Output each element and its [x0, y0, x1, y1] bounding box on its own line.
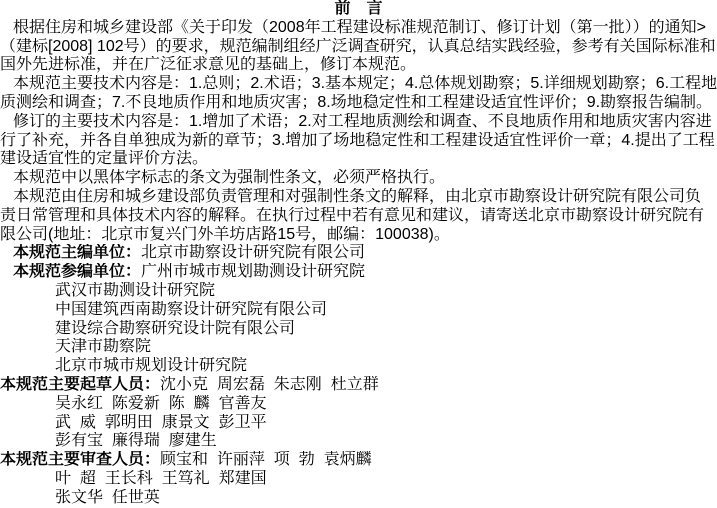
line-text: 限公司(地址：北京市复兴门外羊坊店路15号，邮编：100038)。: [0, 225, 450, 243]
text-line: [0, 56, 717, 75]
line-text: 本规范主要技术内容是：1.总则；2.术语；3.基本规定；4.总体规划勘察；5.详细规划勘察；6.工程地: [13, 75, 717, 93]
line-label: 本规范主编单位：: [13, 244, 142, 262]
text-line: [0, 19, 717, 38]
text-line: [0, 38, 717, 57]
co-editor-entry: [0, 338, 717, 357]
line-text: 吴永红 陈爱新 陈 麟 官善友: [55, 394, 267, 412]
text-line: [0, 113, 717, 132]
line-text: 建设适宜性的定量评价方法。: [0, 150, 209, 168]
line-text: 本规范由住房和城乡建设部负责管理和对强制性条文的解释，由北京市勘察设计研究院有限公司负: [13, 187, 702, 205]
reviewers-line: [0, 451, 717, 470]
co-editor-entry: [0, 320, 717, 339]
drafters-entry: [0, 414, 717, 433]
line-text: 张文华 任世英: [55, 488, 160, 506]
line-text: 修订的主要技术内容是：1.增加了术语；2.对工程地质测绘和调查、不良地质作用和地质灾害内容进: [13, 112, 712, 130]
drafters-entry: [0, 432, 717, 451]
line-text: 行了补充，并各自单独成为新的章节；3.增加了场地稳定性和工程建设适宜性评价一章；4.提出了工程: [0, 131, 715, 149]
line-text: 根据住房和城乡建设部《关于印发（2008年工程建设标准规范制订、修订计划（第一批））的通知>: [13, 18, 706, 36]
reviewers-entry: [0, 470, 717, 489]
line-text: 沈小克 周宏磊 朱志刚 杜立群: [160, 375, 379, 393]
drafters-entry: [0, 395, 717, 414]
line-label: 本规范参编单位：: [13, 263, 142, 281]
co-editor-entry: [0, 282, 717, 301]
drafters-line: [0, 376, 717, 395]
line-text: 广州市城市规划勘测设计研究院: [141, 263, 366, 281]
line-text: 国外先进标准，并在广泛征求意见的基础上，修订本规范。: [0, 56, 417, 74]
line-text: 质测绘和调查；7.不良地质作用和地质灾害；8.场地稳定性和工程建设适宜性评价；9.勘察报告编制。: [0, 93, 713, 111]
line-text: 中国建筑西南勘察设计研究院有限公司: [55, 300, 328, 318]
line-text: 本规范中以黑体字标志的条文为强制性条文，必须严格执行。: [13, 169, 446, 187]
line-text: 顾宝和 许丽萍 项 勃 袁炳麟: [160, 451, 372, 469]
line-text: 北京市勘察设计研究院有限公司: [141, 244, 366, 262]
text-line: [0, 169, 717, 188]
line-label: 本规范主要起草人员：: [0, 375, 161, 393]
text-line: [0, 150, 717, 169]
co-editor-entry: [0, 301, 717, 320]
reviewers-entry: [0, 489, 717, 508]
text-line: [0, 226, 717, 245]
text-line: [0, 94, 717, 113]
line-text: 责日常管理和具体技术内容的解释。在执行过程中若有意见和建议，请寄送北京市勘察设计研究院有: [0, 206, 705, 224]
line-text: 武 威 郭明田 康景文 彭卫平: [55, 413, 267, 431]
chief-editor-line: [0, 244, 717, 263]
co-editor-entry: [0, 357, 717, 376]
line-text: （建标[2008] 102号）的要求，规范编制组经广泛调查研究，认真总结实践经验，参考有关国际标准和: [0, 37, 716, 55]
page-title: 前 言: [334, 0, 383, 17]
text-line: [0, 188, 717, 207]
co-editor-line: [0, 263, 717, 282]
line-label: 本规范主要审查人员：: [0, 451, 161, 469]
line-text: 天津市勘察院: [55, 338, 152, 356]
line-text: 叶 超 王长科 王笃礼 郑建国: [55, 469, 267, 487]
text-line: [0, 75, 717, 94]
text-line: [0, 207, 717, 226]
line-text: 建设综合勘察研究设计院有限公司: [55, 319, 296, 337]
line-text: 北京市城市规划设计研究院: [55, 357, 248, 375]
text-line: [0, 132, 717, 151]
line-text: 彭有宝 廉得瑞 廖建生: [55, 432, 217, 450]
line-text: 武汉市勘测设计研究院: [55, 281, 216, 299]
